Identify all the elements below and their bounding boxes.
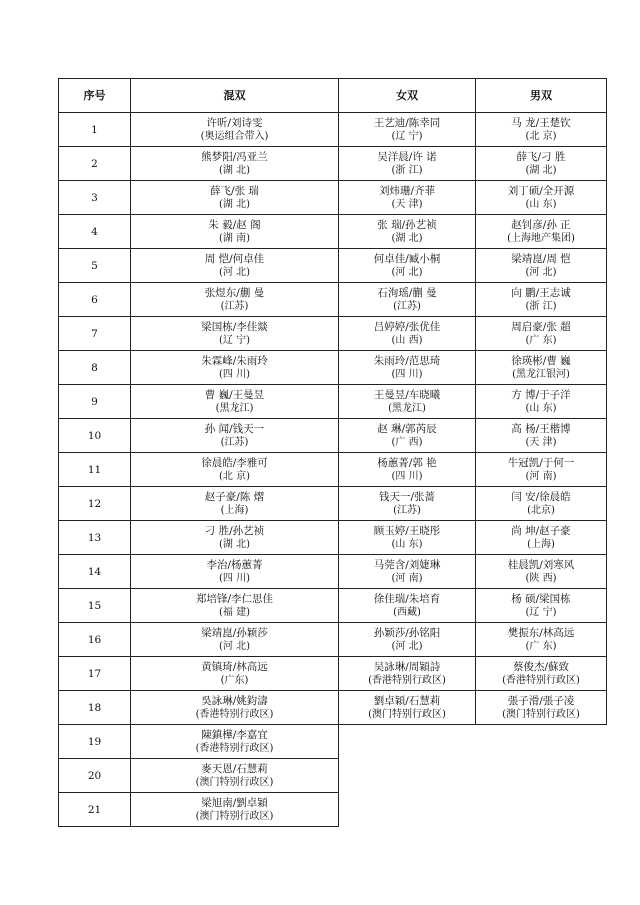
cell-mixed bbox=[131, 283, 339, 317]
team-unit: (湖 北) bbox=[219, 198, 250, 210]
cell-mixed bbox=[131, 215, 339, 249]
cell-women bbox=[339, 487, 476, 521]
pair-names: 尚 坤/赵子豪 bbox=[511, 524, 571, 537]
table-row bbox=[59, 691, 607, 725]
pair-names: 吕婷婷/张优佳 bbox=[373, 320, 441, 333]
cell-number: 15 bbox=[59, 589, 131, 623]
team-unit: (河 北) bbox=[391, 640, 423, 652]
team-unit: (四 川) bbox=[219, 572, 250, 584]
header-mens-doubles: 男双 bbox=[476, 79, 607, 113]
pair-names: 刁 胜/孙艺祯 bbox=[204, 524, 265, 537]
pair-names: 高 杨/王楷博 bbox=[511, 422, 571, 435]
cell-men bbox=[476, 657, 607, 691]
cell-mixed bbox=[131, 351, 339, 385]
pair-names: 朱雨玲/范思琦 bbox=[373, 354, 441, 367]
pair-names: 曹 巍/王曼昱 bbox=[204, 388, 265, 401]
team-unit: (上海) bbox=[220, 504, 249, 516]
team-unit: (河 北) bbox=[525, 266, 557, 278]
team-unit: (香港特别行政区) bbox=[195, 742, 274, 754]
pair-names: 赵钊彦/孙 正 bbox=[511, 218, 571, 231]
cell-mixed bbox=[131, 487, 339, 521]
table-row bbox=[59, 623, 607, 657]
table-row bbox=[59, 385, 607, 419]
cell-number: 6 bbox=[59, 283, 131, 317]
empty-cell bbox=[339, 793, 476, 827]
team-unit: (黑龙江) bbox=[388, 402, 426, 414]
cell-number: 8 bbox=[59, 351, 131, 385]
pair-names: 孙颖莎/孙铭阳 bbox=[373, 626, 441, 639]
team-unit: (澳门特别行政区) bbox=[502, 708, 580, 720]
team-unit: (山 东) bbox=[525, 402, 557, 414]
team-unit: (奥运组合带入) bbox=[200, 130, 269, 142]
pair-names: 梁靖崑/周 恺 bbox=[511, 252, 571, 265]
pair-names: 朱霖峰/朱雨玲 bbox=[201, 354, 268, 367]
pair-names: 徐晨皓/李雅可 bbox=[201, 456, 268, 469]
pair-names: 徐瑛彬/曹 巍 bbox=[511, 354, 571, 367]
pair-names: 朱 毅/赵 阁 bbox=[208, 218, 261, 231]
cell-mixed bbox=[131, 419, 339, 453]
cell-mixed bbox=[131, 657, 339, 691]
table-row bbox=[59, 555, 607, 589]
cell-men bbox=[476, 453, 607, 487]
table-row bbox=[59, 657, 607, 691]
pair-names: 張子滑/張子凌 bbox=[507, 694, 575, 707]
pair-names: 吴詠琳/周穎詩 bbox=[373, 660, 441, 673]
pair-names: 王曼昱/车晓曦 bbox=[373, 388, 441, 401]
cell-mixed bbox=[131, 793, 339, 827]
team-unit: (辽 宁) bbox=[219, 334, 250, 346]
cell-men bbox=[476, 487, 607, 521]
cell-women bbox=[339, 215, 476, 249]
team-unit: (江苏) bbox=[220, 436, 249, 448]
team-unit: (山 东) bbox=[391, 538, 423, 550]
cell-women bbox=[339, 181, 476, 215]
cell-number: 11 bbox=[59, 453, 131, 487]
team-unit: (江苏) bbox=[393, 300, 421, 312]
team-unit: (广 东) bbox=[525, 640, 557, 652]
table-row bbox=[59, 317, 607, 351]
pair-names: 梁旭南/劉卓穎 bbox=[201, 796, 268, 809]
pair-names: 薛飞/刁 胜 bbox=[516, 150, 566, 163]
cell-women bbox=[339, 283, 476, 317]
team-unit: (广 东) bbox=[525, 334, 557, 346]
cell-women bbox=[339, 385, 476, 419]
table-row bbox=[59, 419, 607, 453]
cell-men bbox=[476, 555, 607, 589]
pair-names: 赵 琳/郭芮辰 bbox=[377, 422, 437, 435]
cell-men bbox=[476, 215, 607, 249]
empty-cell bbox=[339, 759, 476, 793]
cell-women bbox=[339, 317, 476, 351]
table-row bbox=[59, 589, 607, 623]
table-row bbox=[59, 215, 607, 249]
cell-men bbox=[476, 623, 607, 657]
table-row bbox=[59, 249, 607, 283]
pair-names: 熊梦阳/冯亚兰 bbox=[201, 150, 268, 163]
pair-names: 桂晨凯/刘寒风 bbox=[507, 558, 575, 571]
team-unit: (香港特别行政区) bbox=[195, 708, 274, 720]
cell-number: 12 bbox=[59, 487, 131, 521]
team-unit: (江苏) bbox=[220, 300, 249, 312]
pair-names: 马 龙/王楚钦 bbox=[511, 116, 571, 129]
cell-men bbox=[476, 385, 607, 419]
cell-men bbox=[476, 113, 607, 147]
pair-names: 郑培锋/李仁思佳 bbox=[195, 592, 274, 605]
cell-number: 7 bbox=[59, 317, 131, 351]
cell-women bbox=[339, 657, 476, 691]
team-unit: (北 京) bbox=[525, 130, 557, 142]
pair-names: 薛飞/张 瑞 bbox=[210, 184, 259, 197]
pair-names: 张煜东/蒯 曼 bbox=[204, 286, 265, 299]
team-unit: (陕 西) bbox=[525, 572, 557, 584]
pair-names: 麥天恩/石慧莉 bbox=[201, 762, 268, 775]
table-row bbox=[59, 113, 607, 147]
table-body bbox=[59, 113, 607, 827]
team-unit: (广东) bbox=[220, 674, 249, 686]
team-unit: (北 京) bbox=[219, 470, 250, 482]
team-unit: (四 川) bbox=[391, 368, 423, 380]
pair-names: 向 鹏/王志诚 bbox=[511, 286, 571, 299]
cell-women bbox=[339, 419, 476, 453]
table-row bbox=[59, 487, 607, 521]
team-unit: (湖 北) bbox=[391, 232, 423, 244]
cell-number: 20 bbox=[59, 759, 131, 793]
pair-names: 赵子豪/陈 熠 bbox=[204, 490, 265, 503]
cell-men bbox=[476, 691, 607, 725]
team-unit: (西藏) bbox=[393, 606, 421, 618]
team-unit: (天 津) bbox=[391, 198, 423, 210]
team-unit: (北京) bbox=[527, 504, 555, 516]
cell-mixed bbox=[131, 147, 339, 181]
table-row bbox=[59, 725, 607, 759]
team-unit: (澳门特别行政区) bbox=[195, 776, 274, 788]
pair-names: 马莞含/刘婕琳 bbox=[373, 558, 441, 571]
cell-mixed bbox=[131, 113, 339, 147]
empty-cell bbox=[476, 793, 607, 827]
header-mixed-doubles: 混双 bbox=[131, 79, 339, 113]
cell-mixed bbox=[131, 317, 339, 351]
cell-women bbox=[339, 147, 476, 181]
pair-names: 方 博/于子洋 bbox=[511, 388, 571, 401]
cell-number: 2 bbox=[59, 147, 131, 181]
pair-names: 许昕/刘诗雯 bbox=[206, 116, 263, 129]
table-row bbox=[59, 521, 607, 555]
cell-men bbox=[476, 317, 607, 351]
pair-names: 梁靖崑/孙颖莎 bbox=[201, 626, 268, 639]
table-header-row bbox=[59, 79, 607, 113]
pair-names: 何卓佳/臧小桐 bbox=[373, 252, 441, 265]
pair-names: 杨蕙菁/郭 艳 bbox=[377, 456, 437, 469]
cell-women bbox=[339, 453, 476, 487]
team-unit: (辽 宁) bbox=[391, 130, 423, 142]
cell-number: 19 bbox=[59, 725, 131, 759]
cell-number: 13 bbox=[59, 521, 131, 555]
table-row bbox=[59, 283, 607, 317]
cell-number: 10 bbox=[59, 419, 131, 453]
team-unit: (河 北) bbox=[219, 640, 250, 652]
table-row bbox=[59, 351, 607, 385]
cell-number: 5 bbox=[59, 249, 131, 283]
team-unit: (黑龙江) bbox=[215, 402, 254, 414]
pair-names: 王艺迪/陈幸同 bbox=[373, 116, 441, 129]
pair-names: 刘丁硕/全开源 bbox=[507, 184, 575, 197]
cell-women bbox=[339, 113, 476, 147]
cell-men bbox=[476, 419, 607, 453]
team-unit: (四 川) bbox=[391, 470, 423, 482]
table-row bbox=[59, 147, 607, 181]
pair-names: 陳鎮樺/李嘉宜 bbox=[201, 728, 268, 741]
pair-names: 周启豪/张 超 bbox=[511, 320, 571, 333]
pair-names: 孙 闻/钱天一 bbox=[204, 422, 265, 435]
cell-number: 21 bbox=[59, 793, 131, 827]
pairings-table bbox=[58, 78, 607, 827]
cell-men bbox=[476, 589, 607, 623]
pair-names: 顾玉婷/王晓彤 bbox=[373, 524, 441, 537]
cell-women bbox=[339, 351, 476, 385]
pair-names: 劉卓穎/石慧莉 bbox=[373, 694, 441, 707]
cell-mixed bbox=[131, 181, 339, 215]
team-unit: (福 建) bbox=[219, 606, 250, 618]
team-unit: (河 南) bbox=[525, 470, 557, 482]
pair-names: 石洵瑶/蒯 曼 bbox=[377, 286, 437, 299]
cell-men bbox=[476, 147, 607, 181]
cell-mixed bbox=[131, 385, 339, 419]
empty-cell bbox=[339, 725, 476, 759]
table-row bbox=[59, 181, 607, 215]
pair-names: 钱天一/张蔷 bbox=[378, 490, 436, 503]
cell-number: 4 bbox=[59, 215, 131, 249]
pair-names: 徐佳瑞/朱培育 bbox=[373, 592, 441, 605]
empty-cell bbox=[476, 725, 607, 759]
team-unit: (香港特别行政区) bbox=[368, 674, 446, 686]
team-unit: (澳门特别行政区) bbox=[195, 810, 274, 822]
cell-men bbox=[476, 181, 607, 215]
pair-names: 张 瑞/孙艺祯 bbox=[377, 218, 437, 231]
team-unit: (湖 北) bbox=[219, 164, 250, 176]
cell-mixed bbox=[131, 555, 339, 589]
team-unit: (山 西) bbox=[391, 334, 423, 346]
pair-names: 周 恺/何卓佳 bbox=[204, 252, 265, 265]
header-number: 序号 bbox=[59, 79, 131, 113]
pair-names: 牛冠凯/于何一 bbox=[507, 456, 575, 469]
pair-names: 吴洋晨/许 诺 bbox=[377, 150, 437, 163]
pair-names: 蔡俊杰/蘇致 bbox=[512, 660, 570, 673]
cell-men bbox=[476, 283, 607, 317]
team-unit: (黑龙江银河) bbox=[512, 368, 570, 380]
pair-names: 梁国栋/李佳燚 bbox=[201, 320, 268, 333]
cell-number: 3 bbox=[59, 181, 131, 215]
cell-women bbox=[339, 623, 476, 657]
pair-names: 黄镇琦/林高远 bbox=[201, 660, 268, 673]
pair-names: 吳詠琳/姚鈞濤 bbox=[201, 694, 268, 707]
team-unit: (浙 江) bbox=[525, 300, 557, 312]
pair-names: 樊振东/林高远 bbox=[507, 626, 575, 639]
cell-women bbox=[339, 249, 476, 283]
team-unit: (江苏) bbox=[393, 504, 421, 516]
cell-men bbox=[476, 249, 607, 283]
cell-mixed bbox=[131, 759, 339, 793]
header-womens-doubles: 女双 bbox=[339, 79, 476, 113]
cell-men bbox=[476, 351, 607, 385]
pair-names: 杨 硕/梁国栋 bbox=[511, 592, 571, 605]
cell-mixed bbox=[131, 249, 339, 283]
cell-mixed bbox=[131, 623, 339, 657]
cell-number: 14 bbox=[59, 555, 131, 589]
table-row bbox=[59, 453, 607, 487]
team-unit: (湖 北) bbox=[219, 538, 250, 550]
team-unit: (澳门特别行政区) bbox=[368, 708, 446, 720]
team-unit: (上海地产集团) bbox=[507, 232, 575, 244]
cell-women bbox=[339, 589, 476, 623]
cell-mixed bbox=[131, 589, 339, 623]
cell-men bbox=[476, 521, 607, 555]
pair-names: 刘炜珊/齐菲 bbox=[378, 184, 436, 197]
team-unit: (上海) bbox=[527, 538, 555, 550]
team-unit: (辽 宁) bbox=[525, 606, 557, 618]
cell-women bbox=[339, 521, 476, 555]
cell-women bbox=[339, 555, 476, 589]
team-unit: (天 津) bbox=[525, 436, 557, 448]
pair-names: 李治/杨蕙菁 bbox=[206, 558, 263, 571]
team-unit: (河 北) bbox=[219, 266, 250, 278]
team-unit: (山 东) bbox=[525, 198, 557, 210]
table-row bbox=[59, 759, 607, 793]
cell-mixed bbox=[131, 453, 339, 487]
team-unit: (四 川) bbox=[219, 368, 250, 380]
pair-names: 闫 安/徐晨皓 bbox=[511, 490, 571, 503]
team-unit: (香港特别行政区) bbox=[502, 674, 580, 686]
cell-number: 16 bbox=[59, 623, 131, 657]
cell-mixed bbox=[131, 725, 339, 759]
team-unit: (广 西) bbox=[391, 436, 423, 448]
cell-number: 9 bbox=[59, 385, 131, 419]
team-unit: (湖 北) bbox=[525, 164, 557, 176]
cell-number: 1 bbox=[59, 113, 131, 147]
cell-number: 17 bbox=[59, 657, 131, 691]
team-unit: (浙 江) bbox=[391, 164, 423, 176]
empty-cell bbox=[476, 759, 607, 793]
cell-mixed bbox=[131, 691, 339, 725]
cell-mixed bbox=[131, 521, 339, 555]
cell-number: 18 bbox=[59, 691, 131, 725]
team-unit: (河 南) bbox=[391, 572, 423, 584]
team-unit: (湖 南) bbox=[219, 232, 250, 244]
cell-women bbox=[339, 691, 476, 725]
team-unit: (河 北) bbox=[391, 266, 423, 278]
table-row bbox=[59, 793, 607, 827]
